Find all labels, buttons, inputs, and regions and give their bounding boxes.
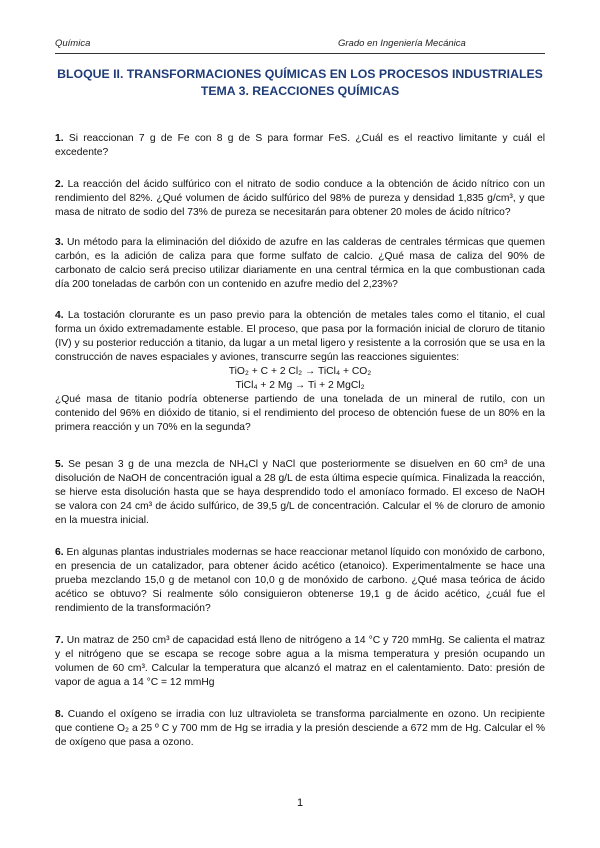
- title-block: BLOQUE II. TRANSFORMACIONES QUÍMICAS EN LOS PROCESOS INDUSTRIALES: [57, 67, 543, 81]
- problem-number: 6.: [55, 547, 64, 558]
- problem-text: La tostación clorurante es un paso previo para la obtención de metales tales como el titanio, el cual forma un óxido extremadamente estable. El proceso, que pasa por la formación inicial de cloruro de titanio (IV) y su posterior reducción a titanio, da lugar a un metal ligero y resistente a la corrosión que se usa en la construcción de naves espaciales y aviones, transcurre según las reacciones siguientes:: [55, 310, 545, 363]
- problem-5: [55, 458, 545, 528]
- problem-4: [55, 309, 545, 435]
- problem-text: Cuando el oxígeno se irradia con luz ultravioleta se transforma parcialmente en ozono. Un recipiente que contiene O₂ a 25 º C y 700 mm de Hg se irradia y la presión desciende a 672 mm de Hg. Calcular el % de oxígeno que pasa a ozono.: [55, 709, 545, 748]
- header-divider: [55, 53, 545, 54]
- page-header: [55, 38, 545, 52]
- page-title: [55, 66, 545, 100]
- problem-statement: [55, 309, 545, 365]
- problem-number: 2.: [55, 179, 64, 190]
- problem-number: 3.: [55, 237, 64, 248]
- page-number: 1: [296, 797, 304, 809]
- problem-text: La reacción del ácido sulfúrico con el nitrato de sodio conduce a la obtención de ácido nítrico con un rendimiento del 82%. ¿Qué volumen de ácido sulfúrico del 98% de pureza y densidad 1,835 g/cm³, y que masa de nitrato de sodio del 73% de pureza se necesitarán para obtener 20 moles de ácido nítrico?: [55, 179, 545, 218]
- problem-number: 8.: [55, 709, 64, 720]
- problem-number: 1.: [55, 133, 64, 144]
- equation-2: TiCl₄ + 2 Mg → Ti + 2 MgCl₂: [235, 380, 365, 391]
- problem-8: [55, 708, 545, 750]
- problem-2: [55, 178, 545, 220]
- problem-number: 5.: [55, 459, 64, 470]
- problem-7: [55, 634, 545, 690]
- problem-6: [55, 546, 545, 616]
- equation-1: TiO₂ + C + 2 Cl₂ → TiCl₄ + CO₂: [228, 366, 372, 377]
- problem-1: [55, 132, 545, 160]
- problem-question: ¿Qué masa de titanio podría obtenerse partiendo de una tonelada de un mineral de rutilo, con un contenido del 96% en dióxido de titanio, si el rendimiento del proceso de obtención fuese de un 80% en la primera reacción y un 70% en la segunda?: [55, 394, 545, 433]
- header-degree: Grado en Ingeniería Mecánica: [338, 38, 466, 49]
- problem-text: Un matraz de 250 cm³ de capacidad está lleno de nitrógeno a 14 °C y 720 mmHg. Se calienta el matraz y el nitrógeno que se escapa se recoge sobre agua a la misma temperatura y presión ocupando un volumen de 60 cm³. Calcular la temperatura que alcanzó el matraz en el calentamiento. Dato: presión de vapor de agua a 14 °C = 12 mmHg: [55, 635, 545, 688]
- problem-text: En algunas plantas industriales modernas se hace reaccionar metanol líquido con monóxido de carbono, en presencia de un catalizador, para obtener ácido acético (etanoico). Experimentalmente se hace una prueba mezclando 15,0 g de metanol con 10,0 g de monóxido de carbono. ¿Qué masa teórica de ácido acético se obtuvo? Si realmente sólo consiguieron obtenerse 19,1 g de ácido acético, ¿cuál fue el rendimiento de la transformación?: [55, 547, 545, 614]
- problem-text: Un método para la eliminación del dióxido de azufre en las calderas de centrales térmicas que quemen carbón, es la adición de caliza para que forme sulfato de calcio. ¿Qué masa de caliza del 90% de carbonato de calcio será preciso utilizar diariamente en una central térmica en la que combustionan cada día 200 toneladas de carbón con un contenido en azufre medio del 2,23%?: [55, 237, 545, 290]
- problem-number: 7.: [55, 635, 64, 646]
- problem-text: Se pesan 3 g de una mezcla de NH₄Cl y NaCl que posteriormente se disuelven en 60 cm³ de una disolución de NaOH de concentración igual a 28 g/L de esta última especie química. Finalizada la reacción, se hierve esta disolución hasta que se haya desprendido todo el amoníaco formado. El exceso de NaOH se valora con 24 cm³ de ácido sulfúrico, de 39,5 g/L de concentración. Calcular el % de cloruro de amonio en la muestra inicial.: [55, 459, 545, 526]
- problem-3: [55, 236, 545, 292]
- header-subject: Química: [55, 38, 91, 49]
- problem-number: 4.: [55, 310, 64, 321]
- title-topic: TEMA 3. REACCIONES QUÍMICAS: [200, 84, 400, 98]
- problem-text: Si reaccionan 7 g de Fe con 8 g de S para formar FeS. ¿Cuál es el reactivo limitante y cuál el excedente?: [55, 133, 545, 158]
